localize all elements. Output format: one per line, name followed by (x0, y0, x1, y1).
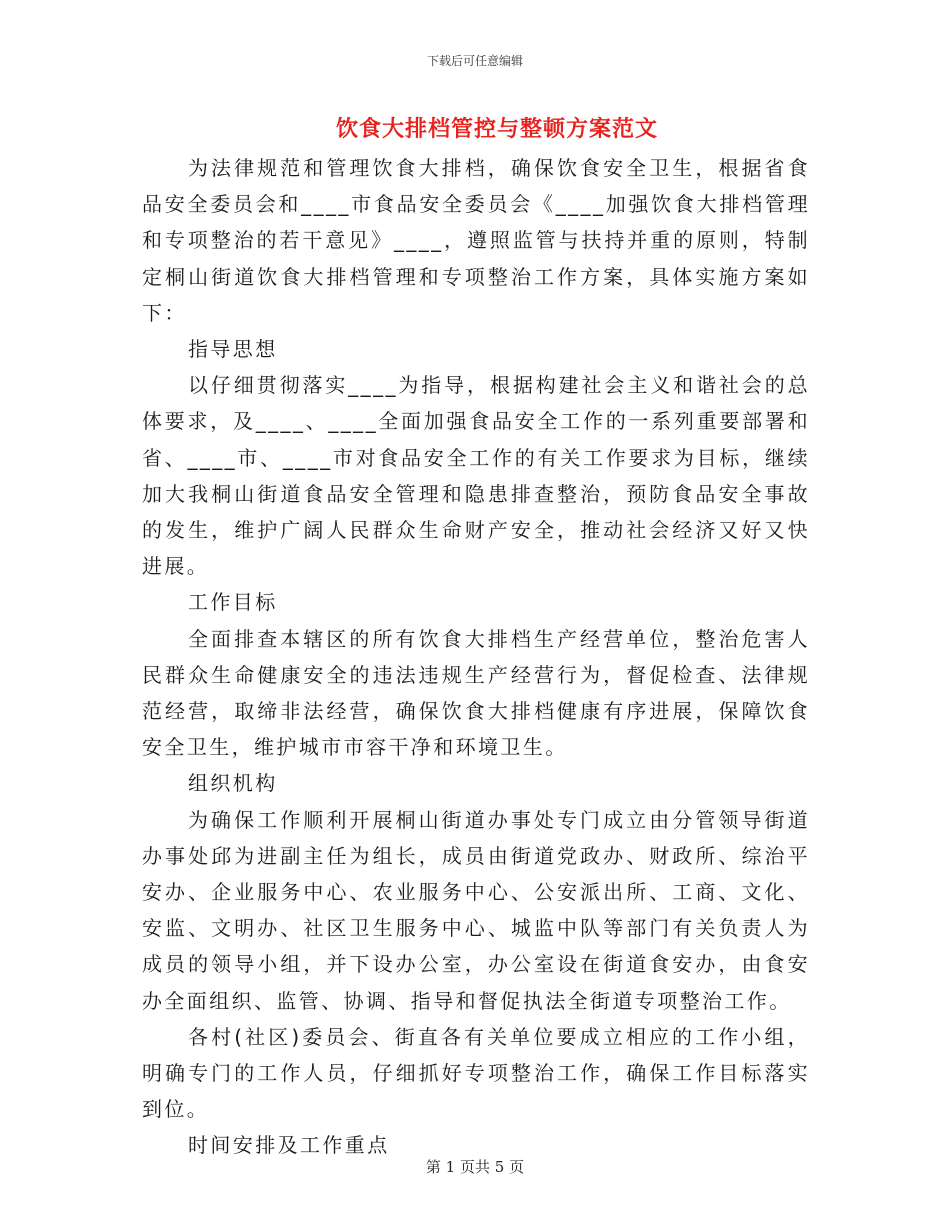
paragraph-guiding-ideology: 以仔细贯彻落实____为指导，根据构建社会主义和谐社会的总体要求，及____、____全面加强食品安全工作的一系列重要部署和省、____市、____市对食品安全工作的有关工作要求为目标，继续加大我桐山街道食品安全管理和隐患排查整治，预防食品安全事故的发生，维护广阔人民群众生命财产安全，推动社会经济又好又快进展。 (142, 373, 810, 579)
document-title: 饮食大排档管控与整顿方案范文 (335, 117, 658, 142)
header-note: 下载后可任意编辑 (426, 54, 523, 68)
section-heading-work-goals: 工作目标 (188, 590, 278, 615)
section-heading-organization: 组织机构 (188, 771, 278, 796)
paragraph-work-goals: 全面排查本辖区的所有饮食大排档生产经营单位，整治危害人民群众生命健康安全的违法违规生产经营行为，督促检查、法律规范经营，取缔非法经营，确保饮食大排档健康有序进展，保障饮食安全卫生，维护城市市容干净和环境卫生。 (142, 626, 810, 760)
paragraph-intro: 为法律规范和管理饮食大排档，确保饮食安全卫生，根据省食品安全委员会和____市食品安全委员会《____加强饮食大排档管理和专项整治的若干意见》____，遵照监管与扶持并重的原则，特制定桐山街道饮食大排档管理和专项整治工作方案，具体实施方案如下： (142, 156, 810, 325)
page-number: 第 1 页共 5 页 (425, 1158, 525, 1176)
section-heading-guiding-ideology: 指导思想 (188, 337, 278, 362)
section-heading-schedule: 时间安排及工作重点 (188, 1133, 390, 1158)
paragraph-organization: 为确保工作顺利开展桐山街道办事处专门成立由分管领导街道办事处邱为进副主任为组长，成员由街道党政办、财政所、综治平安办、企业服务中心、农业服务中心、公安派出所、工商、文化、安监、文明办、社区卫生服务中心、城监中队等部门有关负责人为成员的领导小组，并下设办公室，办公室设在街道食安办，由食安办全面组织、监管、协调、指导和督促执法全街道专项整治工作。 (142, 807, 810, 1013)
paragraph-work-groups: 各村(社区)委员会、街直各有关单位要成立相应的工作小组，明确专门的工作人员，仔细抓好专项整治工作，确保工作目标落实到位。 (142, 1024, 810, 1122)
document-body (142, 150, 810, 1164)
